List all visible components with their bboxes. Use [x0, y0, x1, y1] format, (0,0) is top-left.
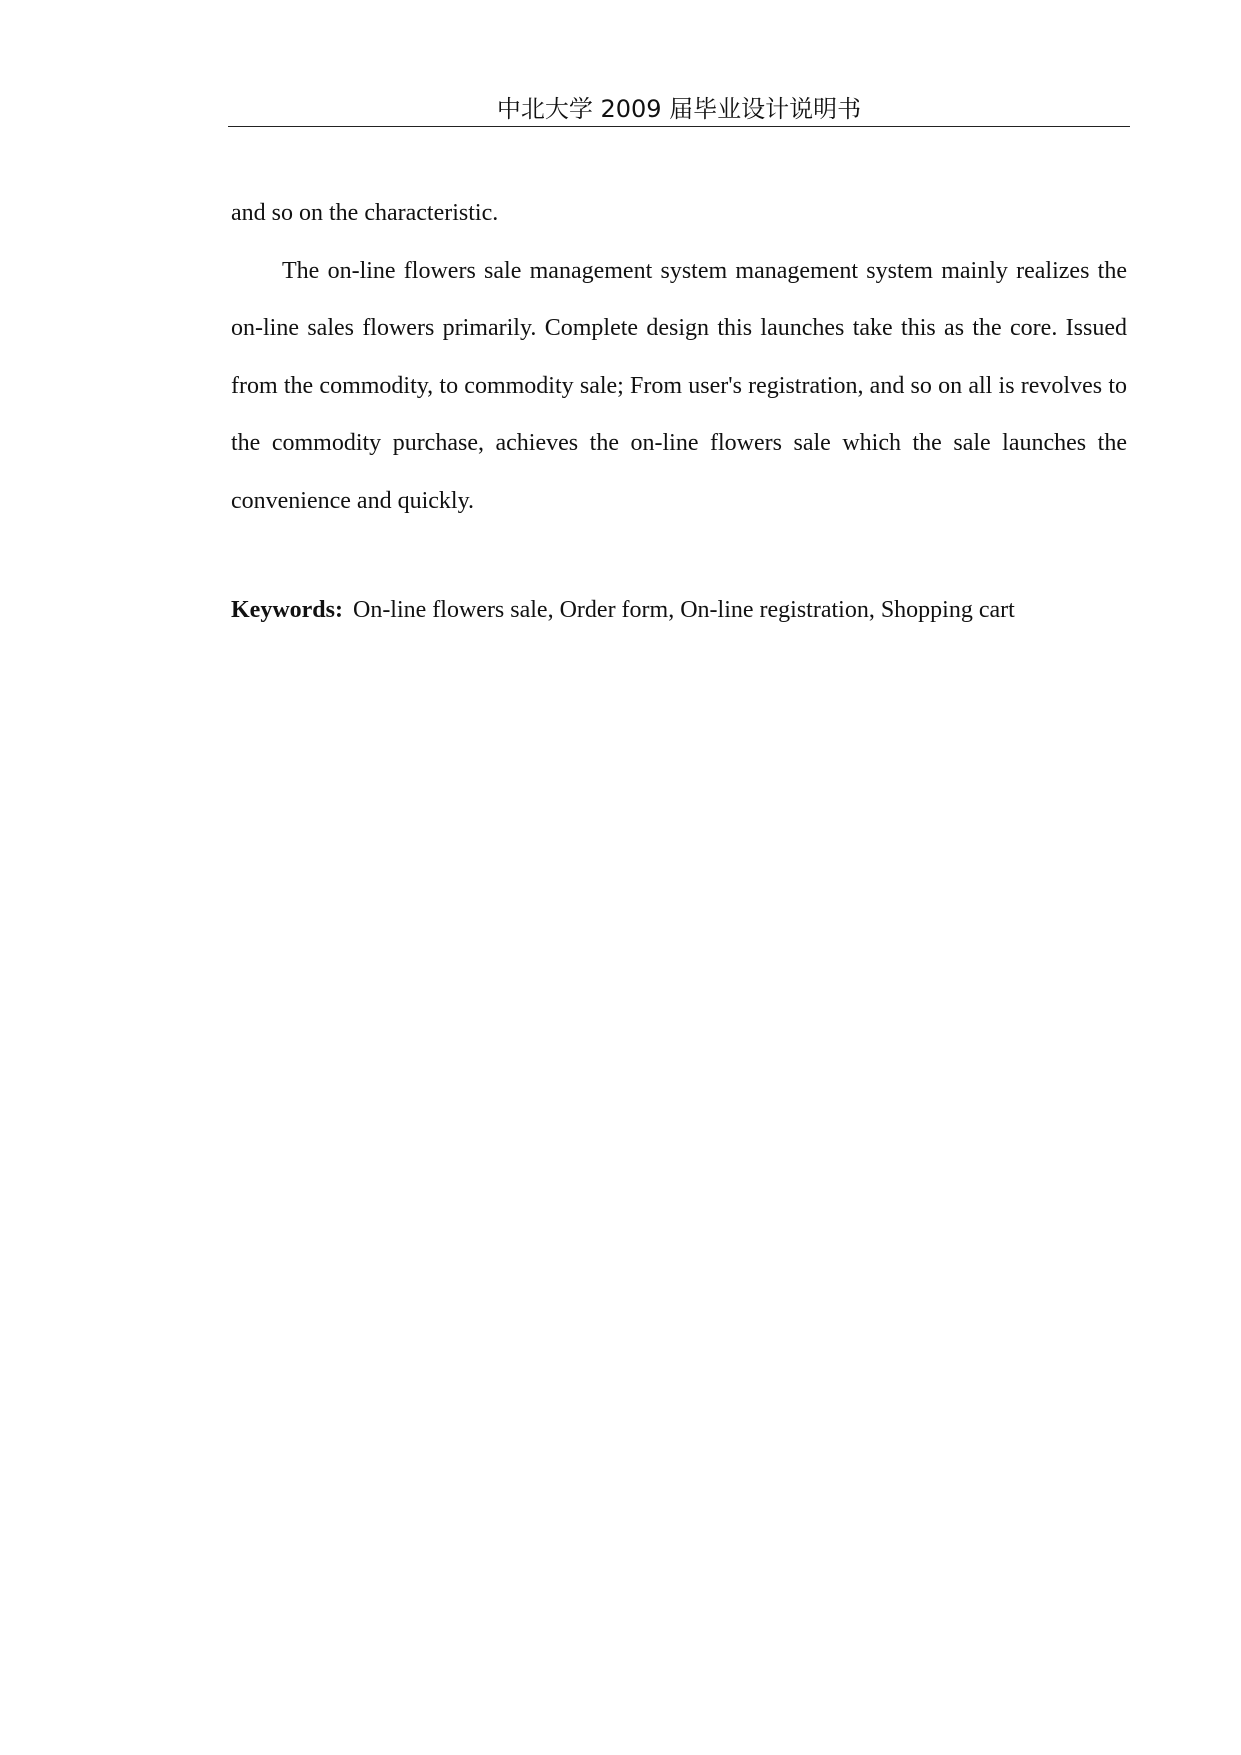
keywords-label: Keywords: — [231, 597, 343, 623]
header-rule — [228, 126, 1130, 127]
continuation-line: and so on the characteristic. — [231, 200, 499, 226]
abstract-body — [231, 185, 1127, 530]
abstract-paragraph: The on-line flowers sale management system management system mainly realizes the on-line sales flowers primarily. Complete design this launches take this as the core. Issued from the commodity, to commodity sale; From user's registration, and so on all is revolves to the commodity purchase, achieves the on-line flowers sale which the sale launches the convenience and quickly. — [231, 257, 1127, 514]
keywords-text: On-line flowers sale, Order form, On-line registration, Shopping cart — [352, 597, 1015, 623]
keywords-line — [231, 593, 1127, 627]
running-header: 中北大学 2009 届毕业设计说明书 — [496, 95, 862, 123]
